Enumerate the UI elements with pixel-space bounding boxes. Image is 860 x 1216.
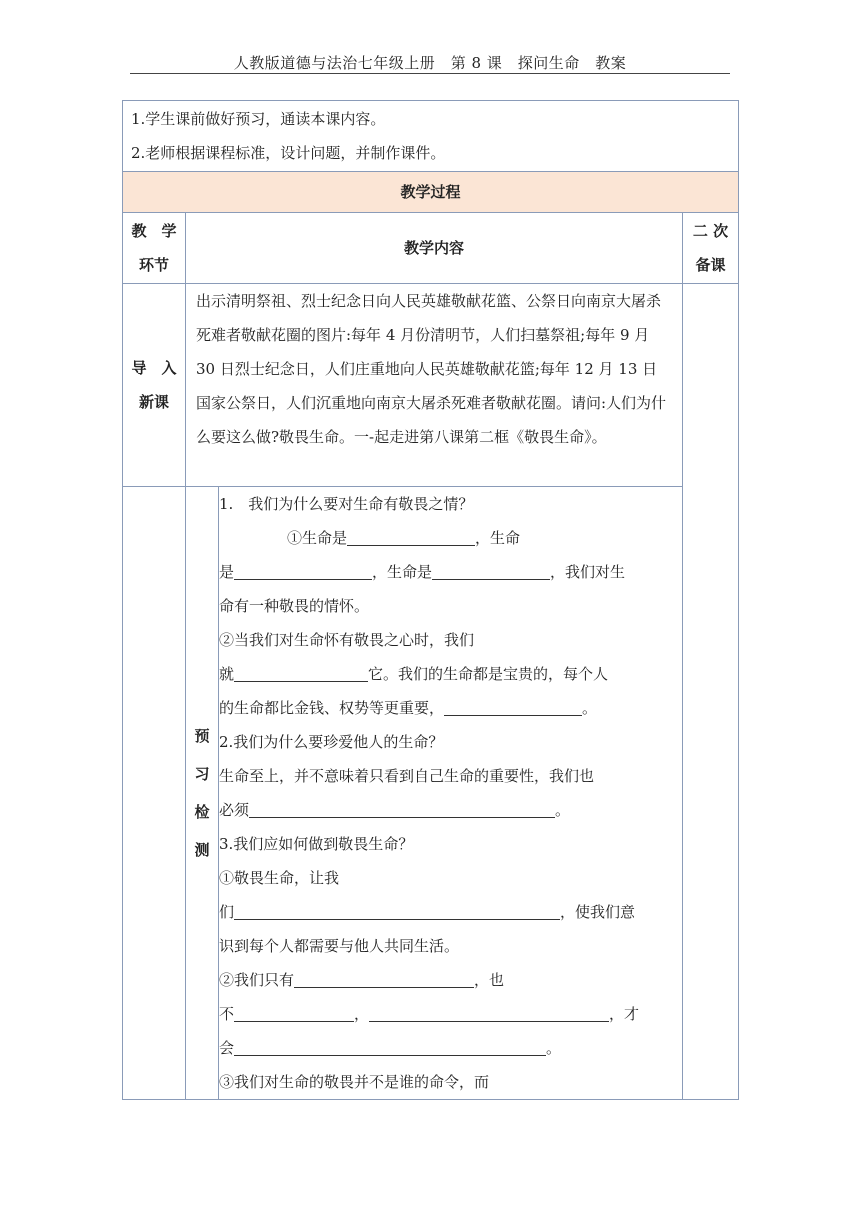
question-3-line: [219, 1031, 682, 1065]
question-1-line: [219, 657, 682, 691]
text: 会: [219, 1039, 235, 1057]
text: ，也: [474, 971, 505, 989]
text: ，才: [609, 1005, 640, 1023]
preview-content: [219, 487, 683, 1100]
page-header: 人教版道德与法治七年级上册 第 8 课 探问生命 教案: [233, 54, 627, 72]
second-prep-header: [683, 213, 739, 284]
blank: [249, 799, 555, 818]
text: 的生命都比金钱、权势等更重要，: [219, 699, 445, 717]
blank: [234, 663, 368, 682]
text: ，生命: [475, 529, 521, 547]
preparation-line: 1.学生课前做好预习，通读本课内容。: [131, 110, 386, 128]
text: 。: [582, 699, 598, 717]
question-2-line: 生命至上，并不意味着只看到自己生命的重要性，我们也: [219, 767, 595, 785]
text: ，使我们意: [560, 903, 636, 921]
preview-stage: [186, 487, 219, 1100]
intro-stage: [123, 284, 186, 487]
text: ，生命是: [372, 563, 433, 581]
second-prep-header-line: 二 次: [692, 222, 729, 240]
preparation-cell: [123, 101, 739, 172]
question-3-line: ①敬畏生命，让我: [219, 869, 340, 887]
intro-stage-line: 导 入: [131, 359, 177, 377]
text: 不: [219, 1005, 235, 1023]
text: ①生命是: [287, 529, 348, 547]
text: 必须: [219, 801, 250, 819]
blank: [234, 901, 560, 920]
text: 。: [555, 801, 571, 819]
text: 们: [219, 903, 235, 921]
process-title: 教学过程: [123, 172, 739, 213]
preview-stage-char: 习: [194, 765, 210, 783]
blank: [347, 527, 475, 546]
question-1-line: [219, 691, 682, 725]
preparation-line: 2.老师根据课程标准，设计问题，并制作课件。: [131, 144, 446, 162]
question-1-line: 命有一种敬畏的情怀。: [219, 597, 370, 615]
blank: [234, 561, 372, 580]
text: 它。我们的生命都是宝贵的，每个人: [368, 665, 609, 683]
blank: [234, 1003, 354, 1022]
blank: [432, 561, 550, 580]
stage-header-line: 环节: [138, 256, 169, 274]
question-1-line: [219, 521, 682, 555]
question-3-line: [219, 895, 682, 929]
blank: [369, 1003, 609, 1022]
header-rule: [130, 73, 730, 74]
text: 是: [219, 563, 235, 581]
intro-content: 出示清明祭祖、烈士纪念日向人民英雄敬献花篮、公祭日向南京大屠杀死难者敬献花圈的图片:每年 4 月份清明节，人们扫墓祭祖;每年 9 月 30 日烈士纪念日，人们庄重地向人民英雄敬献花篮;每年 12 月 13 日国家公祭日，人们沉重地向南京大屠杀死难者敬献花圈。请问:人们为什么要这么做?敬畏生命。一-起走进第八课第二框《敬畏生命》。: [186, 284, 683, 487]
text: ②我们只有: [219, 971, 295, 989]
question-3-line: [219, 963, 682, 997]
question-3-title: 3.我们应如何做到敬畏生命？: [219, 835, 414, 853]
text: ，: [354, 1005, 370, 1023]
question-1-title: 1. 我们为什么要对生命有敬畏之情？: [219, 495, 474, 513]
second-prep-header-line: 备课: [695, 256, 726, 274]
question-2-title: 2.我们为什么要珍爱他人的生命？: [219, 733, 444, 751]
lesson-plan-table: [122, 100, 739, 1100]
blank: [444, 697, 582, 716]
text: ，我们对生: [550, 563, 626, 581]
question-3-line: ③我们对生命的敬畏并不是谁的命令，而: [219, 1073, 490, 1091]
question-1-line: ②当我们对生命怀有敬畏之心时，我们: [219, 631, 475, 649]
question-2-line: [219, 793, 682, 827]
stage-header: [123, 213, 186, 284]
preview-stage-char: 检: [194, 803, 210, 821]
question-3-line: [219, 997, 682, 1031]
blank: [294, 969, 474, 988]
text: 就: [219, 665, 235, 683]
preview-spacer: [123, 487, 186, 1100]
intro-stage-line: 新课: [138, 393, 169, 411]
question-1-line: [219, 555, 682, 589]
text: 。: [546, 1039, 562, 1057]
stage-header-line: 教 学: [131, 222, 177, 240]
question-3-line: 识到每个人都需要与他人共同生活。: [219, 937, 460, 955]
preview-stage-char: 测: [194, 841, 210, 859]
content-header: 教学内容: [186, 213, 683, 284]
blank: [234, 1037, 546, 1056]
preview-stage-char: 预: [194, 727, 210, 745]
second-prep-cell: [683, 284, 739, 1100]
